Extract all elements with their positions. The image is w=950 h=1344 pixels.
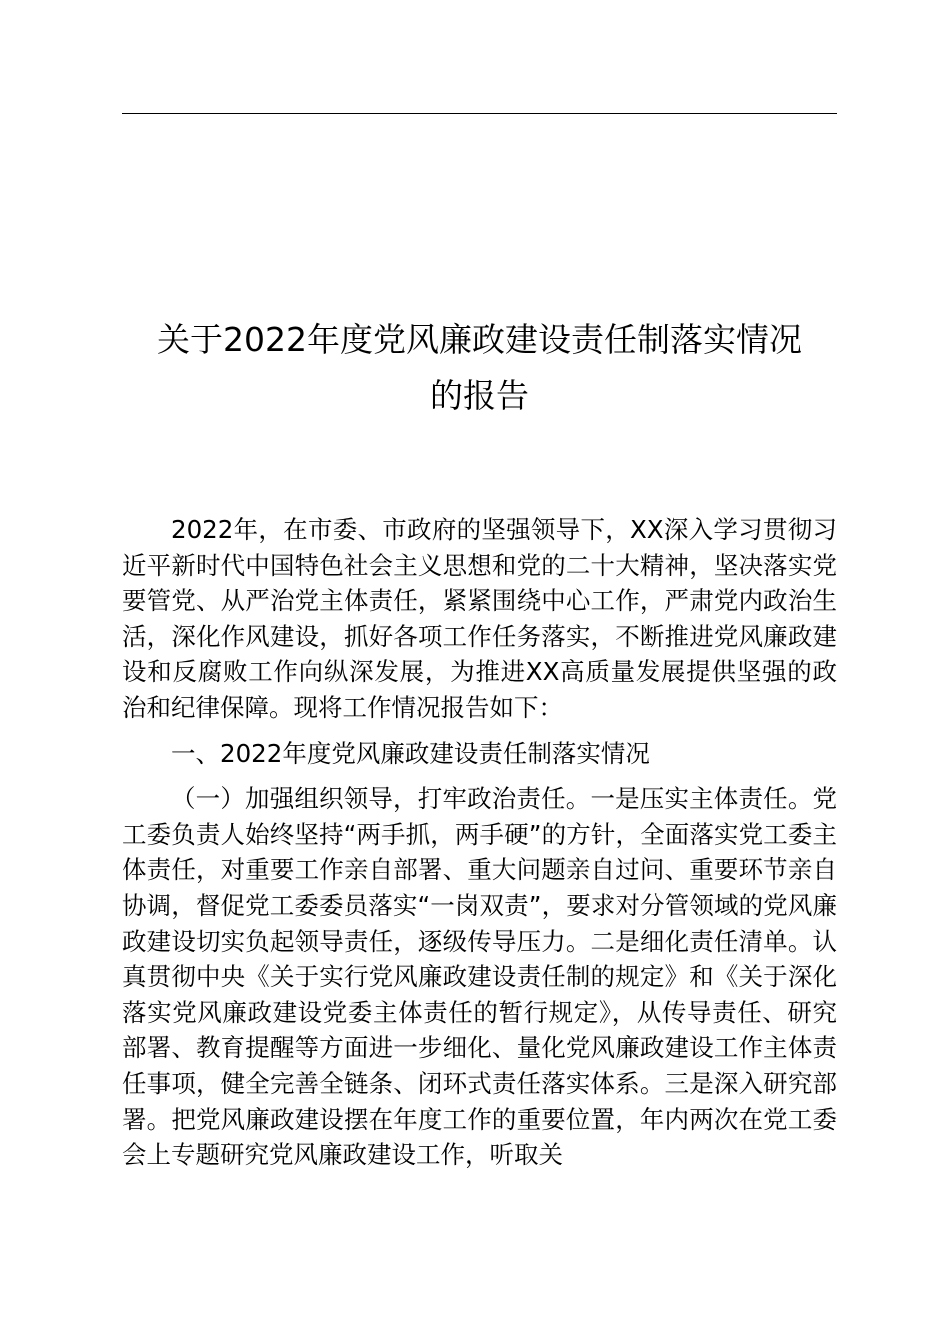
intro-paragraph: 2022年，在市委、市政府的坚强领导下，XX深入学习贯彻习近平新时代中国特色社会主义思想和党的二十大精神，坚决落实党要管党、从严治党主体责任，紧紧围绕中心工作，严肃党内政治生活，深化作风建设，抓好各项工作任务落实，不断推进党风廉政建设和反腐败工作向纵深发展，为推进XX高质量发展提供坚强的政治和纪律保障。现将工作情况报告如下：: [122, 515, 837, 722]
title-line-1: 关于2022年度党风廉政建设责任制落实情况: [157, 320, 802, 359]
document-title: [122, 312, 837, 424]
header-rule: [122, 113, 837, 114]
document-body: [122, 512, 837, 1173]
title-line-2: 的报告: [430, 376, 529, 415]
paragraph-1: （一）加强组织领导，打牢政治责任。一是压实主体责任。党工委负责人始终坚持“两手抓，两手硬”的方针，全面落实党工委主体责任，对重要工作亲自部署、重大问题亲自过问、重要环节亲自协调，督促党工委委员落实“一岗双责”，要求对分管领域的党风廉政建设切实负起领导责任，逐级传导压力。二是细化责任清单。认真贯彻中央《关于实行党风廉政建设责任制的规定》和《关于深化落实党风廉政建设党委主体责任的暂行规定》，从传导责任、研究部署、教育提醒等方面进一步细化、量化党风廉政建设工作主体责任事项，健全完善全链条、闭环式责任落实体系。三是深入研究部署。把党风廉政建设摆在年度工作的重要位置，年内两次在党工委会上专题研究党风廉政建设工作，听取关: [122, 784, 837, 1170]
section-heading: 一、2022年度党风廉政建设责任制落实情况: [171, 738, 650, 768]
